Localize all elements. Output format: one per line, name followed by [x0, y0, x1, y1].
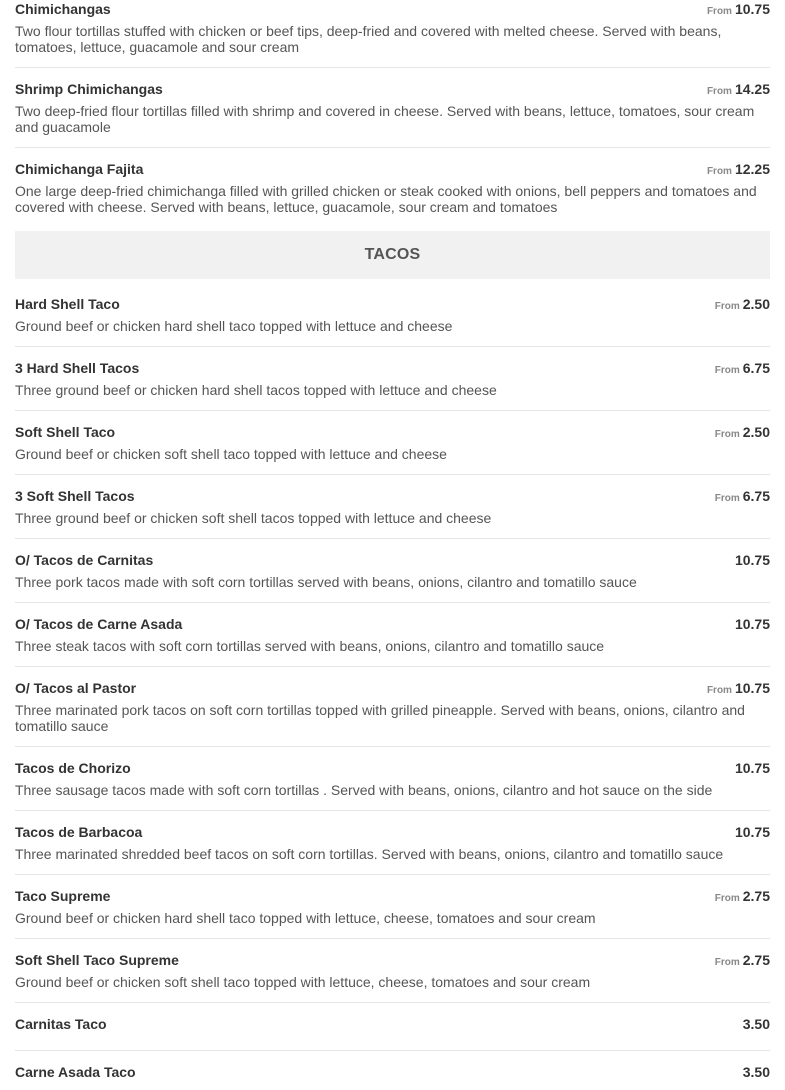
- item-price-group: [707, 160, 770, 181]
- item-description: Three pork tacos made with soft corn tortillas served with beans, onions, cilantro and tomatillo sauce: [15, 574, 637, 590]
- from-label: From: [706, 685, 732, 696]
- item-price-group: [715, 487, 770, 508]
- item-description: Three marinated pork tacos on soft corn tortillas topped with grilled pineapple. Served with beans, onions, cilantro and tomatillo sauce: [15, 702, 745, 734]
- item-price-group: [715, 295, 770, 316]
- item-name: Carnitas Taco: [15, 1016, 107, 1032]
- item-description: Three marinated shredded beef tacos on soft corn tortillas. Served with beans, onions, cilantro and tomatillo sauce: [15, 846, 724, 862]
- item-name: Tacos de Barbacoa: [15, 824, 143, 840]
- item-price-group: [735, 551, 770, 570]
- item-name: Tacos de Chorizo: [15, 760, 131, 776]
- item-price: 10.75: [734, 760, 770, 776]
- item-price-group: [715, 951, 770, 972]
- item-price-group: [715, 359, 770, 380]
- item-price: 6.75: [742, 360, 770, 376]
- item-price: 2.75: [742, 888, 770, 904]
- from-label: From: [706, 166, 732, 177]
- from-label: From: [714, 493, 740, 504]
- item-price-group: [715, 887, 770, 908]
- item-name: Shrimp Chimichangas: [15, 81, 163, 97]
- item-name: Taco Supreme: [15, 888, 111, 904]
- item-price-group: [735, 823, 770, 842]
- menu-item[interactable]: [15, 887, 770, 939]
- item-price-group: [707, 679, 770, 700]
- item-price-group: [735, 759, 770, 778]
- item-price: 10.75: [734, 1, 770, 17]
- item-price-group: [743, 1063, 770, 1082]
- menu-item[interactable]: [15, 80, 770, 148]
- item-name: Soft Shell Taco Supreme: [15, 952, 179, 968]
- item-price: 12.25: [734, 161, 770, 177]
- item-price: 2.75: [742, 952, 770, 968]
- item-name: Carne Asada Taco: [15, 1064, 136, 1080]
- item-name: 3 Soft Shell Tacos: [15, 488, 135, 504]
- menu-item[interactable]: [15, 0, 770, 68]
- item-description: Three sausage tacos made with soft corn tortillas . Served with beans, onions, cilantro and hot sauce on the side: [15, 782, 713, 798]
- menu-item[interactable]: [15, 759, 770, 811]
- item-price: 6.75: [742, 488, 770, 504]
- item-description: Ground beef or chicken soft shell taco topped with lettuce and cheese: [15, 446, 447, 462]
- from-label: From: [714, 301, 740, 312]
- item-price-group: [707, 80, 770, 101]
- item-description: Three ground beef or chicken hard shell tacos topped with lettuce and cheese: [15, 382, 497, 398]
- item-description: Ground beef or chicken soft shell taco topped with lettuce, cheese, tomatoes and sour cream: [15, 974, 591, 990]
- item-name: O/ Tacos de Carne Asada: [15, 616, 183, 632]
- item-price: 10.75: [734, 552, 770, 568]
- item-name: Chimichangas: [15, 1, 111, 17]
- item-price-group: [715, 423, 770, 444]
- menu-item[interactable]: [15, 551, 770, 603]
- item-description: Ground beef or chicken hard shell taco topped with lettuce and cheese: [15, 318, 453, 334]
- from-label: From: [714, 893, 740, 904]
- menu-item[interactable]: [15, 1015, 770, 1051]
- from-label: From: [714, 365, 740, 376]
- item-description: Two flour tortillas stuffed with chicken or beef tips, deep-fried and covered with melted cheese. Served with beans, tomatoes, lettuce, guacamole and sour cream: [15, 23, 722, 55]
- menu-item[interactable]: [15, 615, 770, 667]
- item-name: Soft Shell Taco: [15, 424, 116, 440]
- menu-item[interactable]: [15, 951, 770, 1003]
- menu-item[interactable]: [15, 359, 770, 411]
- item-price: 3.50: [742, 1016, 770, 1032]
- item-price: 10.75: [734, 824, 770, 840]
- menu-item[interactable]: [15, 823, 770, 875]
- menu-item[interactable]: [15, 423, 770, 475]
- menu-item[interactable]: [15, 1063, 770, 1090]
- from-label: From: [714, 957, 740, 968]
- section-header-tacos: TACOS: [15, 231, 770, 279]
- item-price: 10.75: [734, 616, 770, 632]
- item-price-group: [735, 615, 770, 634]
- menu-item[interactable]: [15, 487, 770, 539]
- item-price: 14.25: [734, 81, 770, 97]
- menu-item[interactable]: [15, 295, 770, 347]
- item-price-group: [707, 0, 770, 21]
- item-name: Hard Shell Taco: [15, 296, 120, 312]
- item-price-group: [743, 1015, 770, 1034]
- item-name: Chimichanga Fajita: [15, 161, 144, 177]
- item-name: O/ Tacos al Pastor: [15, 680, 137, 696]
- from-label: From: [714, 429, 740, 440]
- from-label: From: [706, 6, 732, 17]
- from-label: From: [706, 86, 732, 97]
- item-price: 3.50: [742, 1064, 770, 1080]
- menu-item[interactable]: [15, 160, 770, 228]
- item-description: Three ground beef or chicken soft shell tacos topped with lettuce and cheese: [15, 510, 492, 526]
- item-price: 2.50: [742, 296, 770, 312]
- item-name: 3 Hard Shell Tacos: [15, 360, 140, 376]
- item-description: Two deep-fried flour tortillas filled with shrimp and covered in cheese. Served with beans, lettuce, tomatoes, sour cream and guacamole: [15, 103, 755, 135]
- item-description: One large deep-fried chimichanga filled with grilled chicken or steak cooked with onions, bell peppers and tomatoes and covered with cheese. Served with beans, lettuce, guacamole, sour cream and tomatoes: [15, 183, 757, 215]
- menu-item[interactable]: [15, 679, 770, 747]
- item-name: O/ Tacos de Carnitas: [15, 552, 154, 568]
- item-price: 10.75: [734, 680, 770, 696]
- item-description: Three steak tacos with soft corn tortillas served with beans, onions, cilantro and tomatillo sauce: [15, 638, 605, 654]
- item-description: Ground beef or chicken hard shell taco topped with lettuce, cheese, tomatoes and sour cream: [15, 910, 596, 926]
- item-price: 2.50: [742, 424, 770, 440]
